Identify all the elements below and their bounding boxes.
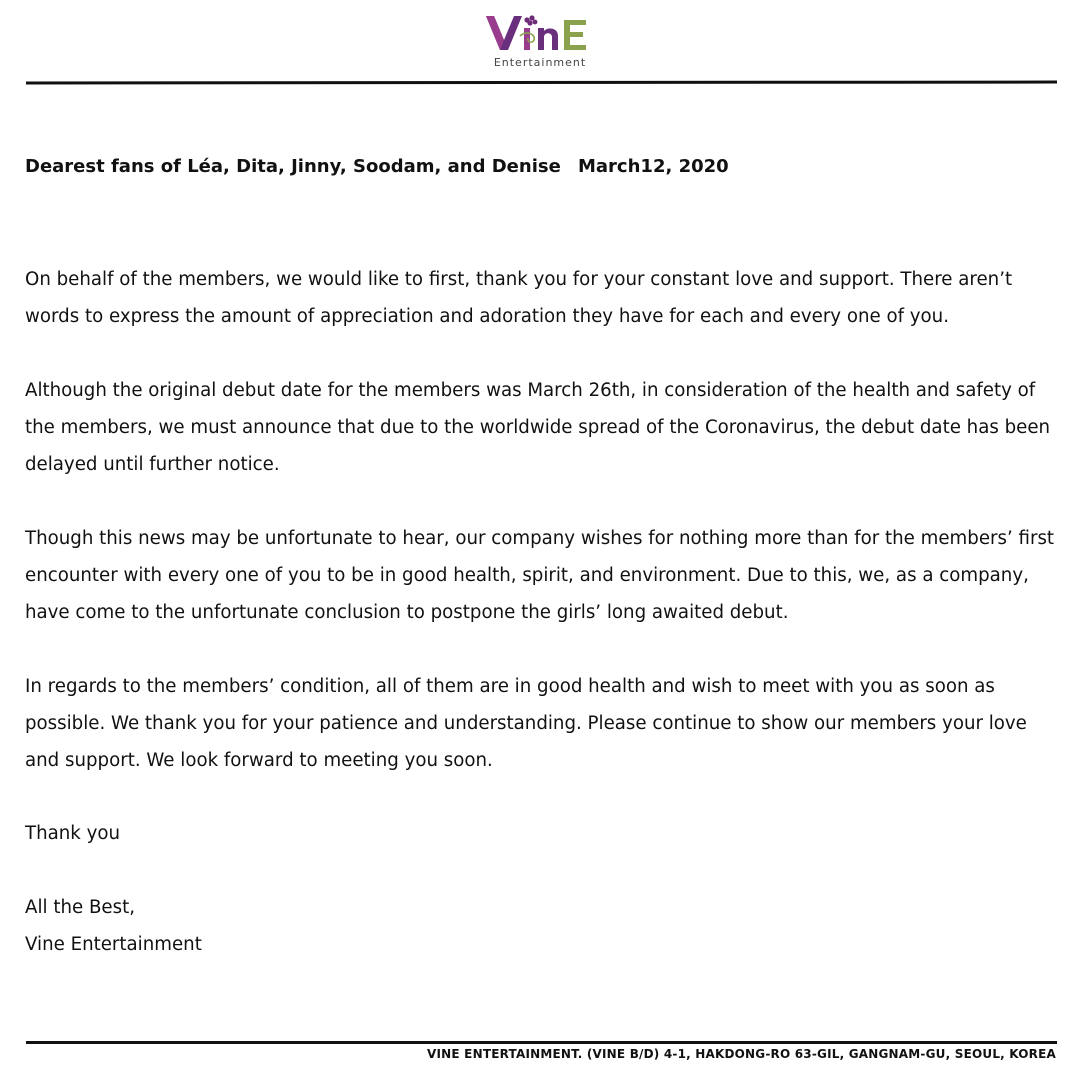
paragraph-1 (25, 261, 1060, 335)
vine-logo-mark (480, 6, 600, 72)
letter-date: March12, 2020 (578, 156, 729, 177)
footer-address: VINE ENTERTAINMENT. (VINE B/D) 4-1, HAKDONG-RO 63-GIL, GANGNAM-GU, SEOUL, KOREA (427, 1047, 1056, 1061)
paragraph-4 (25, 668, 1060, 779)
paragraph-2 (25, 372, 1060, 483)
logo-subtitle: Entertainment (493, 56, 587, 69)
paragraph-text: Though this news may be unfortunate to hear, our company wishes for nothing more than for the members’ first encounter with every one of you to be in good health, spirit, and environment. Due to this, we, as a company, have come to the unfortunate conclusion to postpone the girls’ long awaited debut. (25, 528, 1055, 623)
signature: Vine Entertainment (25, 934, 202, 955)
header-divider (26, 81, 1057, 85)
paragraph-text: On behalf of the members, we would like to first, thank you for your constant love and support. There aren’t words to express the amount of appreciation and adoration they have for each and every one of you. (25, 269, 1013, 327)
sign-off: All the Best, (25, 897, 136, 918)
salutation: Dearest fans of Léa, Dita, Jinny, Soodam, and Denise (25, 156, 561, 177)
footer-divider (26, 1041, 1057, 1044)
closing-thanks: Thank you (25, 823, 121, 844)
paragraph-text: In regards to the members’ condition, all of them are in good health and wish to meet with you as soon as possible. We thank you for your patience and understanding. Please continue to show our members your love and support. We look forward to meeting you soon. (25, 676, 1027, 771)
paragraph-3 (25, 520, 1060, 631)
paragraph-text: Although the original debut date for the members was March 26th, in consideration of the health and safety of the members, we must announce that due to the worldwide spread of the Coronavirus, the debut date has been delayed until further notice. (25, 380, 1051, 475)
vine-logo (480, 6, 600, 72)
